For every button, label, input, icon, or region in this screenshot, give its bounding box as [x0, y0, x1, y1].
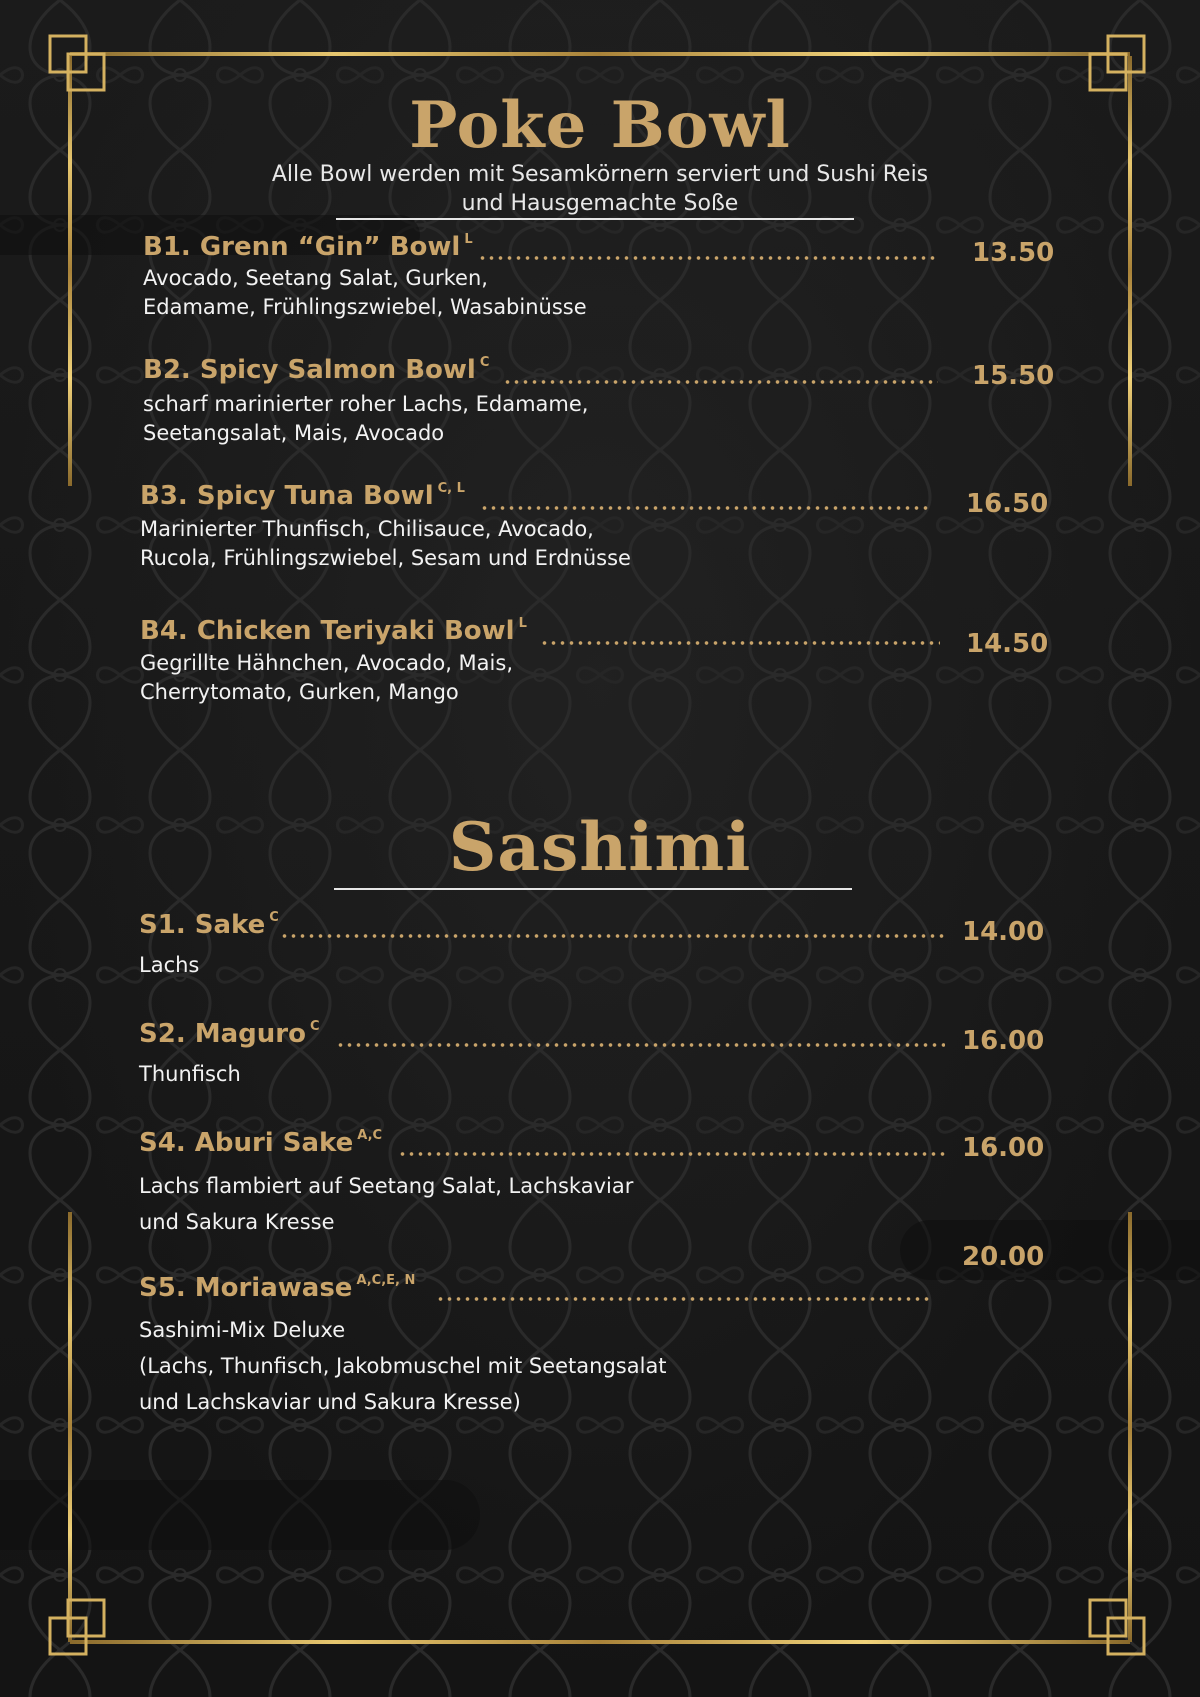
- description-line: Marinierter Thunfisch, Chilisauce, Avocado,: [140, 517, 594, 541]
- dot-leader: [478, 256, 938, 260]
- allergen-code: A,C,E, N: [356, 1273, 416, 1288]
- description-line: Gegrillte Hähnchen, Avocado, Mais,: [140, 651, 513, 675]
- item-title: S2. Maguro: [139, 1019, 306, 1049]
- menu-item-name: [140, 481, 465, 511]
- description-line: und Sakura Kresse: [139, 1210, 335, 1234]
- description-line: Lachs flambiert auf Seetang Salat, Lachskaviar: [139, 1174, 634, 1198]
- description-line: (Lachs, Thunfisch, Jakobmuschel mit Seetangsalat: [139, 1354, 667, 1378]
- corner-ornament-icon: [1088, 1598, 1146, 1656]
- menu-item-description: [139, 1312, 667, 1420]
- dot-leader: [540, 641, 940, 645]
- menu-item-price: 13.50: [972, 238, 1055, 268]
- menu-item-description: [143, 264, 587, 322]
- menu-item-name: [140, 616, 527, 646]
- allergen-code: C, L: [437, 481, 465, 496]
- description-line: und Lachskaviar und Sakura Kresse): [139, 1390, 521, 1414]
- brush-stroke: [900, 1220, 1200, 1280]
- menu-item-name: [143, 232, 473, 262]
- menu-item-price: 20.00: [962, 1242, 1045, 1272]
- corner-ornament-icon: [48, 34, 106, 92]
- sashimi-divider: [334, 888, 852, 890]
- menu-item-name: [139, 1019, 320, 1049]
- dot-leader: [503, 380, 938, 384]
- menu-item-description: [140, 515, 631, 573]
- menu-item-description: [143, 390, 588, 448]
- frame-left-lower: [68, 1212, 72, 1642]
- dot-leader: [280, 934, 945, 938]
- allergen-code: C: [479, 355, 490, 370]
- menu-item-price: 15.50: [972, 361, 1055, 391]
- subtitle-line: Alle Bowl werden mit Sesamkörnern serviert und Sushi Reis: [271, 162, 929, 187]
- menu-item-description: [139, 951, 199, 980]
- menu-item-name: [139, 910, 279, 940]
- item-title: S4. Aburi Sake: [139, 1128, 354, 1158]
- corner-ornament-icon: [1088, 34, 1146, 92]
- description-line: Edamame, Frühlingszwiebel, Wasabinüsse: [143, 295, 587, 319]
- description-line: scharf marinierter roher Lachs, Edamame,: [143, 392, 589, 416]
- description-line: Cherrytomato, Gurken, Mango: [140, 680, 459, 704]
- item-title: B1. Grenn “Gin” Bowl: [143, 232, 461, 262]
- description-line: Avocado, Seetang Salat, Gurken,: [143, 266, 488, 290]
- menu-item-description: [140, 649, 513, 707]
- menu-item-name: [139, 1128, 382, 1158]
- menu-item-price: 16.50: [966, 489, 1049, 519]
- menu-item-price: 14.00: [962, 917, 1045, 947]
- frame-right-lower: [1128, 1212, 1132, 1642]
- dot-leader: [436, 1297, 932, 1301]
- allergen-code: C: [269, 910, 279, 925]
- poke-bowl-divider: [336, 218, 854, 220]
- dot-leader: [480, 506, 930, 510]
- sashimi-title: Sashimi: [448, 808, 752, 886]
- allergen-code: L: [518, 616, 527, 631]
- corner-ornament-icon: [48, 1598, 106, 1656]
- allergen-code: L: [464, 232, 473, 247]
- brush-stroke: [0, 1480, 480, 1550]
- item-title: B2. Spicy Salmon Bowl: [143, 355, 476, 385]
- frame-bottom: [70, 1640, 1130, 1644]
- poke-bowl-subtitle: [0, 160, 1200, 218]
- menu-item-price: 14.50: [966, 629, 1049, 659]
- description-line: Sashimi-Mix Deluxe: [139, 1318, 346, 1342]
- allergen-code: C: [309, 1019, 320, 1034]
- description-line: Thunfisch: [139, 1062, 241, 1086]
- subtitle-line: und Hausgemachte Soße: [461, 191, 739, 216]
- dot-leader: [336, 1043, 945, 1047]
- description-line: Seetangsalat, Mais, Avocado: [143, 421, 445, 445]
- menu-item-price: 16.00: [962, 1133, 1045, 1163]
- menu-item-description: [139, 1060, 241, 1089]
- description-line: Rucola, Frühlingszwiebel, Sesam und Erdnüsse: [140, 546, 631, 570]
- frame-top: [70, 52, 1130, 56]
- allergen-code: A,C: [357, 1128, 383, 1143]
- item-title: B4. Chicken Teriyaki Bowl: [140, 616, 515, 646]
- menu-item-name: [139, 1273, 415, 1303]
- menu-item-description: [139, 1168, 633, 1240]
- description-line: Lachs: [139, 953, 200, 977]
- dot-leader: [398, 1152, 945, 1156]
- item-title: S1. Sake: [139, 910, 266, 940]
- item-title: S5. Moriawase: [139, 1273, 353, 1303]
- poke-bowl-title: Poke Bowl: [409, 88, 791, 163]
- menu-item-price: 16.00: [962, 1026, 1045, 1056]
- item-title: B3. Spicy Tuna Bowl: [140, 481, 434, 511]
- menu-item-name: [143, 355, 489, 385]
